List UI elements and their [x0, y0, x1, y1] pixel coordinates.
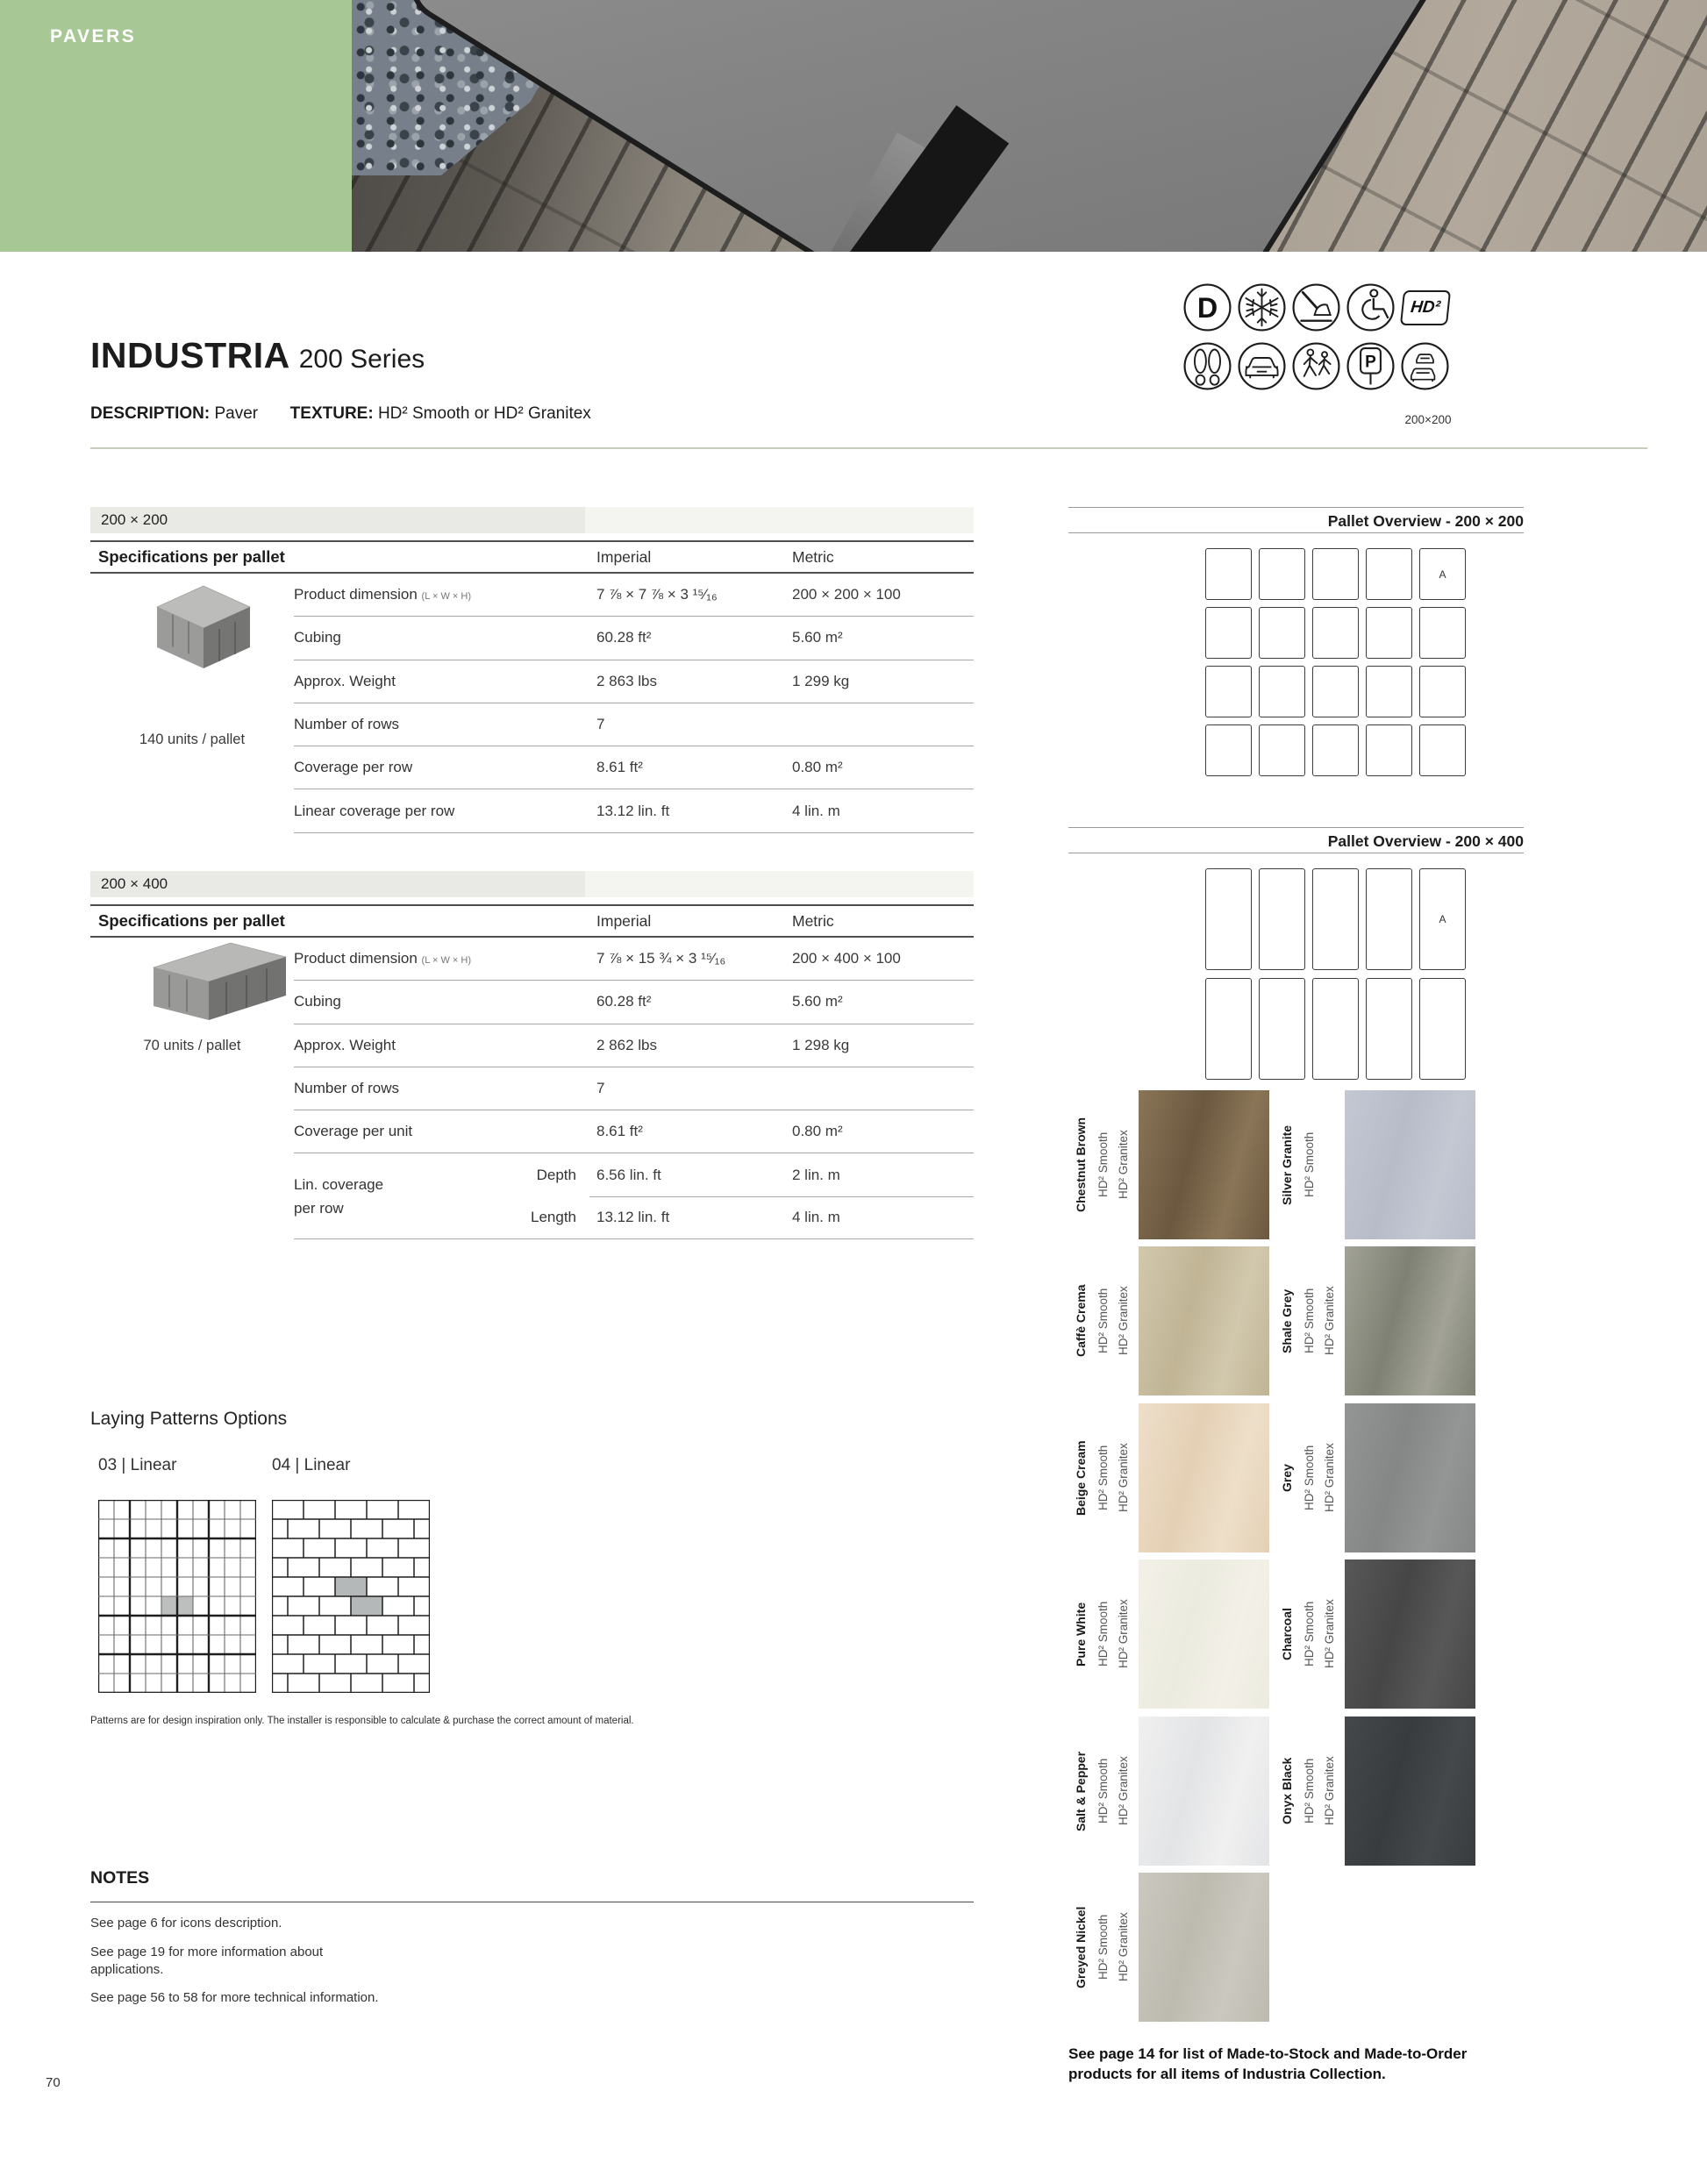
pallet-diagram-200x200 — [1205, 548, 1466, 776]
swatch-name: Shale Grey — [1280, 1288, 1294, 1353]
pallet-cell — [1205, 666, 1252, 717]
table-row: Number of rows 7 — [294, 703, 974, 746]
swatch-greyed-nickel — [1068, 1873, 1270, 2022]
swatch-silver-granite — [1275, 1090, 1476, 1239]
attribute-icons — [1182, 282, 1450, 400]
swatch-texture-label: HD² Smooth — [1096, 1445, 1110, 1511]
swatch-pure-white — [1068, 1559, 1270, 1709]
swatch-texture-label: HD² Granitex — [1117, 1912, 1130, 1982]
patterns-disclaimer: Patterns are for design inspiration only. The installer is responsible to calculate & purchase the correct amount of material. — [90, 1716, 634, 1726]
imperial-column-header: Imperial — [596, 548, 652, 566]
swatch-texture-label: HD² Smooth — [1096, 1131, 1110, 1198]
pallet-overview-title-200x400: Pallet Overview - 200 × 400 — [1068, 827, 1524, 853]
pallet-cell — [1312, 978, 1359, 1080]
swatch-image — [1139, 1403, 1269, 1552]
swatch-image — [1345, 1246, 1475, 1395]
swatch-name: Onyx Black — [1280, 1757, 1294, 1825]
note-item: See page 56 to 58 for more technical information. — [90, 1990, 379, 2006]
header-divider — [90, 447, 1647, 449]
icon-size-caption: 200×200 — [1404, 413, 1452, 426]
note-item: See page 6 for icons description. — [90, 1916, 282, 1931]
spec-table-header: Specifications per pallet Imperial Metric — [90, 540, 974, 574]
footer-note: See page 14 for list of Made-to-Stock and Made-to-Order products for all items of Industria Collection. — [1068, 2045, 1468, 2083]
swatch-name: Beige Cream — [1074, 1440, 1088, 1516]
description-value: Paver — [214, 404, 259, 423]
swatch-texture-label: HD² Smooth — [1303, 1288, 1316, 1354]
table-row-lin-coverage: Lin. coverage per row Depth 6.56 lin. ft 2 lin. m Length 13.12 lin. ft 4 lin. m — [294, 1153, 974, 1239]
note-item: See page 19 for more information about applications. — [90, 1944, 324, 1977]
pallet-cell — [1259, 868, 1305, 970]
swatch-texture-label: HD² Granitex — [1323, 1599, 1336, 1669]
spec-table-200x400 — [90, 871, 974, 1239]
swatch-texture-label: HD² Smooth — [1096, 1288, 1110, 1354]
pallet-cell — [1312, 868, 1359, 970]
swatch-charcoal — [1275, 1559, 1476, 1709]
snowflake-icon — [1237, 282, 1287, 332]
pallet-cell — [1419, 666, 1466, 717]
swatch-grey — [1275, 1403, 1476, 1552]
swatch-texture-label: HD² Granitex — [1323, 1756, 1336, 1826]
pallet-cell — [1312, 548, 1359, 600]
swatch-image — [1345, 1090, 1475, 1239]
pallet-overview-title-200x200: Pallet Overview - 200 × 200 — [1068, 507, 1524, 533]
hero-photo — [352, 0, 1707, 252]
description-line — [90, 404, 591, 424]
d-rating-icon — [1182, 282, 1232, 332]
category-banner — [0, 0, 352, 252]
swatch-texture-label: HD² Granitex — [1323, 1286, 1336, 1356]
pallet-cell — [1259, 666, 1305, 717]
description-label: DESCRIPTION: — [90, 404, 211, 423]
pallet-cell — [1366, 868, 1412, 970]
swatch-name: Charcoal — [1280, 1608, 1294, 1660]
pallet-cell — [1205, 724, 1252, 776]
pallet-cell — [1205, 607, 1252, 659]
swatch-name: Chestnut Brown — [1074, 1117, 1088, 1213]
swatch-texture-label: HD² Smooth — [1096, 1914, 1110, 1981]
size-label-bar: 200 × 400 — [90, 871, 974, 897]
pallet-cell — [1259, 724, 1305, 776]
table-row: Approx. Weight 2 863 lbs 1 299 kg — [294, 660, 974, 703]
wheelchair-icon — [1346, 282, 1396, 332]
pallet-cell — [1205, 548, 1252, 600]
swatch-image — [1139, 1559, 1269, 1709]
pallet-cell: A — [1419, 548, 1466, 600]
snow-plow-icon — [1291, 282, 1341, 332]
category-label: PAVERS — [50, 26, 137, 46]
swatch-texture-label: HD² Granitex — [1117, 1756, 1130, 1826]
imperial-column-header: Imperial — [596, 912, 652, 930]
swatch-texture-label: HD² Smooth — [1303, 1445, 1316, 1511]
pallet-cell — [1259, 607, 1305, 659]
pallet-cell — [1366, 724, 1412, 776]
pallet-cell — [1419, 724, 1466, 776]
cube-paver-illustration — [154, 584, 254, 676]
pattern-label-04: 04 | Linear — [272, 1456, 351, 1474]
swatch-name: Grey — [1280, 1464, 1294, 1492]
pallet-cell — [1366, 607, 1412, 659]
footprints-icon — [1182, 341, 1232, 391]
swatch-name: Pure White — [1074, 1602, 1088, 1667]
metric-column-header: Metric — [792, 912, 834, 930]
swatch-image — [1139, 1246, 1269, 1395]
pallet-cell — [1312, 724, 1359, 776]
texture-label: TEXTURE: — [289, 404, 374, 423]
swatch-texture-label: HD² Smooth — [1096, 1601, 1110, 1667]
metric-column-header: Metric — [792, 548, 834, 566]
swatch-beige-cream — [1068, 1403, 1270, 1552]
swatch-onyx-black — [1275, 1717, 1476, 1866]
pallet-cell — [1366, 666, 1412, 717]
texture-value: HD² Smooth or HD² Granitex — [377, 404, 591, 423]
car-icon — [1237, 341, 1287, 391]
table-row: Linear coverage per row 13.12 lin. ft 4 lin. m — [294, 789, 974, 832]
pallet-cell — [1205, 868, 1252, 970]
swatch-chestnut-brown — [1068, 1090, 1270, 1239]
subrow-depth: Depth 6.56 lin. ft 2 lin. m — [536, 1166, 840, 1183]
product-name: INDUSTRIA — [90, 335, 290, 375]
pedestrians-icon — [1291, 341, 1341, 391]
swatch-image — [1345, 1403, 1475, 1552]
pallet-cell — [1419, 978, 1466, 1080]
swatch-image — [1139, 1873, 1269, 2022]
pallet-cell — [1259, 978, 1305, 1080]
pallet-cell — [1419, 607, 1466, 659]
pallet-cell — [1259, 548, 1305, 600]
swatch-salt-pepper — [1068, 1717, 1270, 1866]
swatch-texture-label: HD² Smooth — [1096, 1758, 1110, 1824]
pallet-cell — [1366, 548, 1412, 600]
subrow-length: Length 13.12 lin. ft 4 lin. m — [294, 1196, 974, 1238]
swatch-name: Caffè Crema — [1074, 1284, 1088, 1358]
pattern-diagram-03 — [98, 1500, 256, 1693]
spec-table-header: Specifications per pallet Imperial Metric — [90, 904, 974, 938]
pallet-cell — [1205, 978, 1252, 1080]
parking-icon — [1346, 341, 1396, 391]
table-row: Number of rows 7 — [294, 1067, 974, 1110]
swatch-texture-label: HD² Smooth — [1303, 1131, 1316, 1198]
table-row: Product dimension (L × W × H) 7 ⅞ × 7 ⅞ × 3 ¹⁵⁄₁₆ 200 × 200 × 100 — [294, 574, 974, 617]
swatch-texture-label: HD² Granitex — [1323, 1443, 1336, 1513]
size-label-bar: 200 × 200 — [90, 507, 974, 533]
notes-list — [90, 1915, 380, 2018]
swatch-name: Greyed Nickel — [1074, 1906, 1088, 1988]
spec-table-200x200 — [90, 507, 974, 833]
table-row: Coverage per unit 8.61 ft² 0.80 m² — [294, 1110, 974, 1153]
svg-text:D: D — [1196, 291, 1218, 324]
page-number: 70 — [46, 2075, 61, 2090]
patterns-title: Laying Patterns Options — [90, 1409, 288, 1429]
table-row: Cubing 60.28 ft² 5.60 m² — [294, 981, 974, 1024]
swatch-image — [1345, 1717, 1475, 1866]
swatch-shale-grey — [1275, 1246, 1476, 1395]
swatch-grid — [1068, 1090, 1524, 2029]
hd2-badge: HD² — [1400, 282, 1450, 332]
units-per-pallet: 70 units / pallet — [143, 1038, 241, 1053]
table-row: Product dimension (L × W × H) 7 ⅞ × 15 ¾ × 3 ¹⁵⁄₁₆ 200 × 400 × 100 — [294, 938, 974, 981]
swatch-texture-label: HD² Smooth — [1303, 1601, 1316, 1667]
swatch-caff-crema — [1068, 1246, 1270, 1395]
units-per-pallet: 140 units / pallet — [139, 732, 246, 747]
table-row: Approx. Weight 2 862 lbs 1 298 kg — [294, 1024, 974, 1067]
notes-title: NOTES — [90, 1868, 150, 1888]
table-row: Cubing 60.28 ft² 5.60 m² — [294, 617, 974, 660]
table-row: Coverage per row 8.61 ft² 0.80 m² — [294, 746, 974, 789]
pallet-cell — [1366, 978, 1412, 1080]
plank-paver-illustration — [143, 941, 296, 1029]
swatch-image — [1345, 1559, 1475, 1709]
swatch-texture-label: HD² Granitex — [1117, 1130, 1130, 1200]
swatch-texture-label: HD² Granitex — [1117, 1599, 1130, 1669]
page-title — [90, 335, 425, 376]
pallet-cell — [1312, 666, 1359, 717]
swatch-texture-label: HD² Granitex — [1117, 1443, 1130, 1513]
swatch-name: Silver Granite — [1280, 1124, 1294, 1205]
pattern-label-03: 03 | Linear — [98, 1456, 177, 1474]
pattern-diagram-04 — [272, 1500, 430, 1693]
swatch-texture-label: HD² Smooth — [1303, 1758, 1316, 1824]
swatch-image — [1139, 1717, 1269, 1866]
traffic-icon — [1400, 341, 1450, 391]
pallet-cell — [1312, 607, 1359, 659]
svg-text:P: P — [1365, 353, 1376, 372]
series-label: 200 Series — [298, 345, 425, 374]
pallet-cell: A — [1419, 868, 1466, 970]
swatch-image — [1139, 1090, 1269, 1239]
swatch-name: Salt & Pepper — [1074, 1751, 1088, 1831]
swatch-texture-label: HD² Granitex — [1117, 1286, 1130, 1356]
pallet-diagram-200x400 — [1205, 868, 1466, 1080]
